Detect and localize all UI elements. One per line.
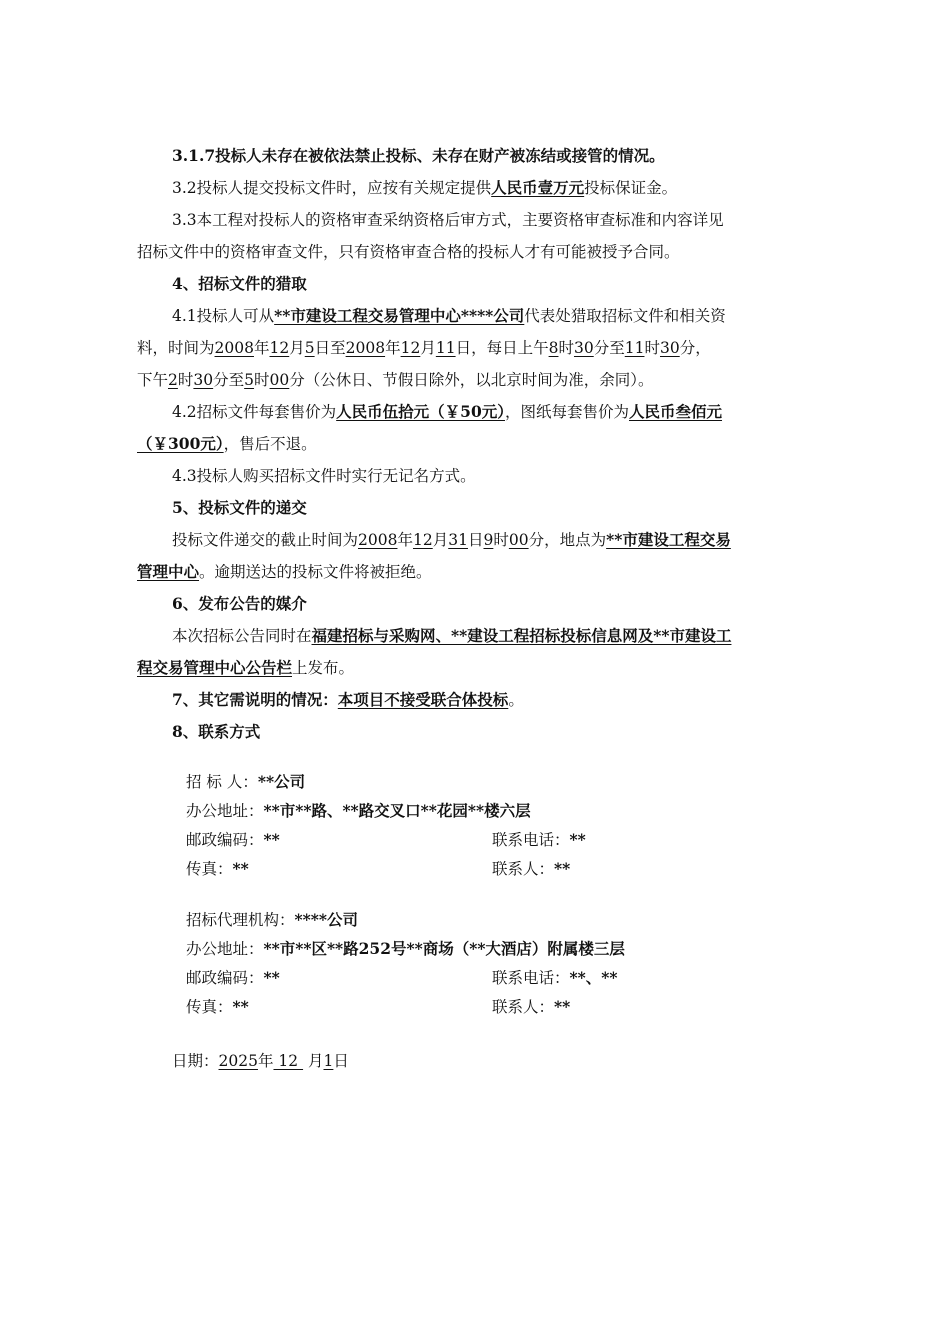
text: 分，地点为 — [528, 531, 607, 549]
text: 投标文件递交的截止时间为 — [172, 531, 359, 549]
hour: 5 — [244, 371, 255, 389]
text: 下午 — [137, 371, 169, 389]
value: **公司 — [257, 772, 306, 791]
agent-contact — [492, 993, 570, 1021]
owner-name — [186, 768, 305, 796]
date-year: 2025 — [218, 1052, 258, 1070]
value: ** — [554, 859, 571, 878]
day: 11 — [435, 339, 456, 357]
label: 联系电话： — [492, 969, 570, 987]
minute: 30 — [573, 339, 594, 357]
text: 代表处猎取招标文件和相关资 — [524, 307, 726, 325]
text: 月 — [303, 1052, 324, 1070]
text: 日，每日上午 — [455, 339, 549, 357]
venue: **市建设工程交易管理中心****公司 — [274, 306, 525, 325]
value: **市**区**路252号**商场（**大酒店）附属楼三层 — [263, 939, 625, 958]
clause-5-line1 — [172, 524, 852, 556]
text: 年 — [257, 1052, 274, 1070]
date-line — [172, 1047, 349, 1075]
label: 传真： — [186, 860, 233, 878]
value: **、** — [569, 968, 618, 987]
month: 12 — [412, 531, 433, 549]
clause-4-2-line2 — [137, 428, 817, 460]
heading-6: 6、发布公告的媒介 — [172, 594, 307, 613]
heading-7 — [172, 684, 852, 716]
text: 。逾期送达的投标文件将被拒绝。 — [199, 563, 432, 581]
text: 料，时间为 — [137, 339, 215, 357]
clause-3-3-line2: 招标文件中的资格审查文件，只有资格审查合格的投标人才有可能被授予合同。 — [137, 243, 680, 261]
text: 。 — [508, 691, 524, 709]
text: 本次招标公告同时在 — [172, 627, 312, 645]
clause-4-1-line1 — [172, 300, 852, 332]
label: 办公地址： — [186, 940, 264, 958]
text: 时 — [493, 531, 509, 549]
text: 年 — [397, 531, 413, 549]
clause-3-3-line1: 3.3本工程对投标人的资格审查采纳资格后审方式，主要资格审查标准和内容详见 — [172, 211, 724, 229]
value: ** — [554, 997, 571, 1016]
text: ，图纸每套售价为 — [504, 403, 629, 421]
owner-contact — [492, 855, 570, 883]
heading-5: 5、投标文件的递交 — [172, 498, 307, 517]
agent-zip — [186, 964, 280, 992]
minute: 00 — [269, 371, 290, 389]
value: ** — [263, 830, 280, 849]
hour: 8 — [548, 339, 559, 357]
minute: 00 — [508, 531, 529, 549]
value: ** — [263, 968, 280, 987]
price-doc: 人民币伍拾元（￥50元） — [336, 402, 505, 421]
text: 分至 — [213, 371, 245, 389]
text: ，售后不退。 — [223, 435, 317, 453]
value: ****公司 — [294, 910, 358, 929]
media: 程交易管理中心公告栏 — [137, 658, 293, 677]
label: 邮政编码： — [186, 969, 264, 987]
text: 月 — [420, 339, 436, 357]
agent-name — [186, 906, 358, 934]
value: ** — [569, 830, 586, 849]
value: ** — [232, 997, 249, 1016]
clause-3-1-7: 3.1.7投标人未存在被依法禁止投标、未存在财产被冻结或接管的情况。 — [172, 146, 665, 165]
year: 2008 — [358, 531, 398, 549]
minute: 30 — [193, 371, 214, 389]
agent-tel — [492, 964, 617, 992]
agent-address — [186, 935, 625, 963]
text: 7、其它需说明的情况： — [172, 690, 338, 709]
month: 12 — [400, 339, 421, 357]
clause-3-2 — [172, 172, 852, 204]
hour: 9 — [483, 531, 494, 549]
text: 月 — [432, 531, 449, 549]
text: 投标保证金。 — [584, 179, 678, 197]
text: 时 — [254, 371, 270, 389]
text: 日 — [333, 1052, 349, 1070]
label: 传真： — [186, 998, 233, 1016]
text: 年 — [253, 339, 270, 357]
text: 月 — [289, 339, 305, 357]
note: 本项目不接受联合体投标 — [337, 690, 509, 709]
label: 招标代理机构： — [186, 911, 295, 929]
text: 时 — [558, 339, 574, 357]
hour: 2 — [168, 371, 178, 389]
date-day: 1 — [323, 1052, 334, 1070]
location: 管理中心 — [137, 562, 200, 581]
price-drawing: 人民币叁佰元 — [629, 402, 723, 421]
clause-5-line2 — [137, 556, 817, 588]
value: ** — [232, 859, 249, 878]
day: 5 — [304, 339, 315, 357]
clause-4-1-line3 — [137, 364, 817, 396]
heading-8: 8、联系方式 — [172, 722, 261, 741]
clause-4-3: 4.3投标人购买招标文件时实行无记名方式。 — [172, 467, 476, 485]
year: 2008 — [214, 339, 254, 357]
date-label: 日期： — [172, 1052, 219, 1070]
label: 联系电话： — [492, 831, 570, 849]
date-month: 12 — [273, 1052, 304, 1070]
text: 上发布。 — [292, 659, 355, 677]
month: 12 — [269, 339, 290, 357]
owner-fax — [186, 855, 249, 883]
agent-fax — [186, 993, 249, 1021]
year: 2008 — [345, 339, 386, 357]
text: 分至 — [593, 339, 625, 357]
deposit-amount: 人民币壹万元 — [491, 178, 585, 197]
owner-zip — [186, 826, 280, 854]
clause-6-line1 — [172, 620, 852, 652]
label: 招 标 人： — [186, 773, 258, 791]
day: 31 — [448, 531, 468, 549]
text: 日至 — [314, 339, 346, 357]
text: 年 — [385, 339, 401, 357]
owner-tel — [492, 826, 586, 854]
text: 时 — [644, 339, 660, 357]
text: 分， — [679, 339, 711, 357]
text: 4.1投标人可从 — [172, 307, 275, 325]
clause-6-line2 — [137, 652, 817, 684]
text: 分（公休日、节假日除外，以北京时间为准，余同）。 — [289, 371, 654, 389]
price-drawing-number: （￥300元） — [137, 434, 224, 453]
label: 联系人： — [492, 998, 555, 1016]
location: **市建设工程交易 — [606, 530, 731, 549]
label: 邮政编码： — [186, 831, 264, 849]
text: 3.2投标人提交投标文件时，应按有关规定提供 — [172, 179, 492, 197]
value: **市**路、**路交叉口**花园**楼六层 — [263, 801, 531, 820]
clause-4-1-line2 — [137, 332, 817, 364]
hour: 11 — [624, 339, 645, 357]
label: 联系人： — [492, 860, 555, 878]
text: 4.2招标文件每套售价为 — [172, 403, 337, 421]
owner-address — [186, 797, 531, 825]
heading-4: 4、招标文件的猎取 — [172, 274, 307, 293]
media: 福建招标与采购网、**建设工程招标投标信息网及**市建设工 — [311, 626, 732, 645]
text: 日 — [467, 531, 484, 549]
minute: 30 — [659, 339, 680, 357]
label: 办公地址： — [186, 802, 264, 820]
clause-4-2-line1 — [172, 396, 852, 428]
text: 时 — [177, 371, 194, 389]
